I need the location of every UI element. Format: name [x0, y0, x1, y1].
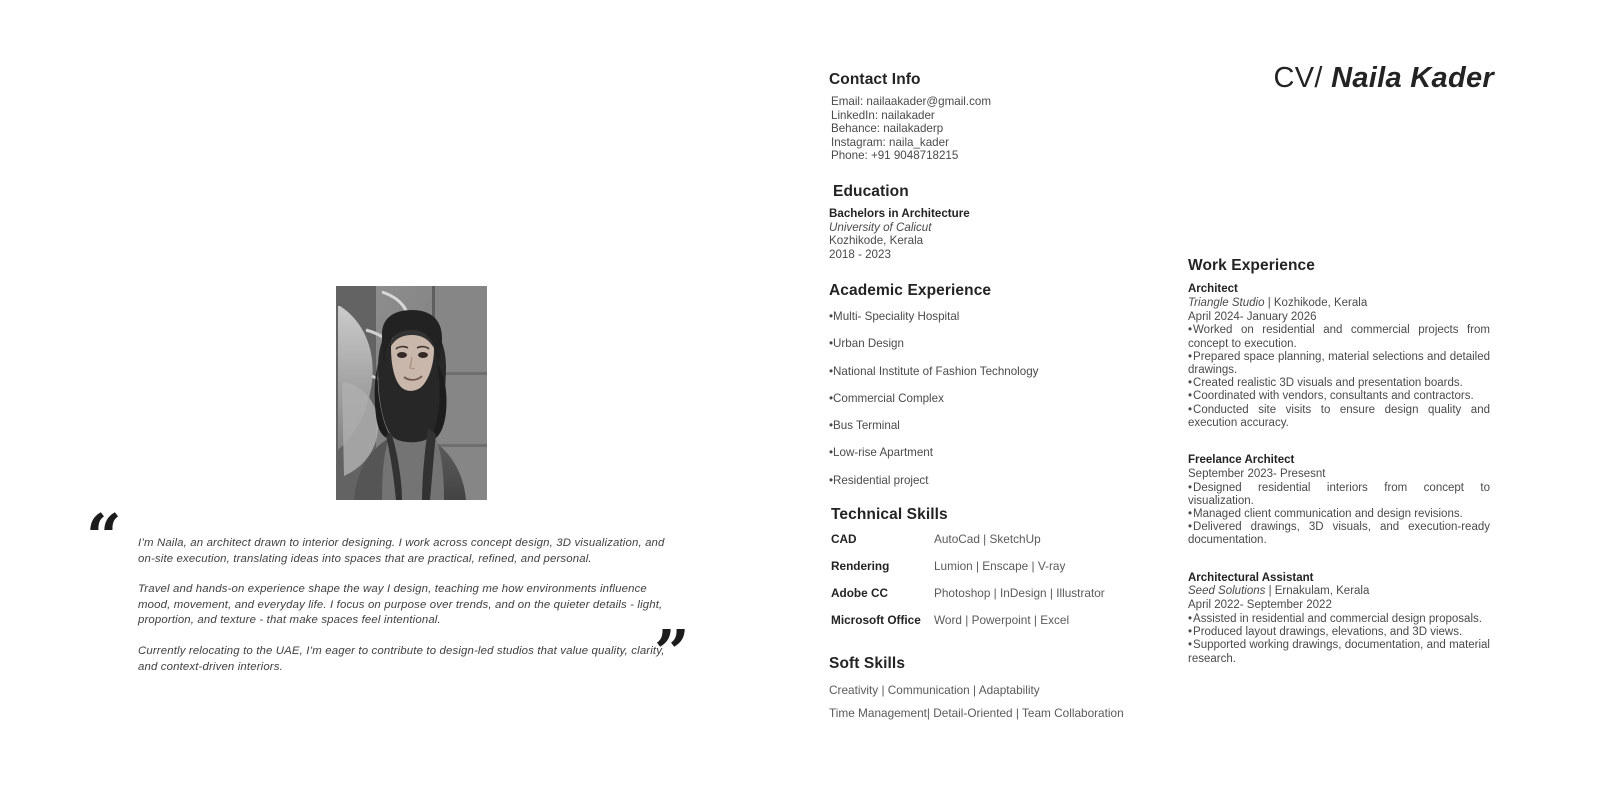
education-years: 2018 - 2023: [829, 247, 891, 261]
job-dates: September 2023- Presesnt: [1188, 467, 1326, 480]
job-organization: [1188, 297, 1490, 311]
list-item: • Conducted site visits to ensure design quality and execution accuracy.: [1188, 404, 1490, 430]
soft-skills-line: Time Management| Detail-Oriented | Team Collaboration: [829, 706, 1124, 721]
list-item: • Coordinated with vendors, consultants and contractors.: [1188, 390, 1490, 403]
list-item: • Produced layout drawings, elevations, and 3D views.: [1188, 626, 1490, 639]
list-item: • Assisted in residential and commercial design proposals.: [1188, 613, 1490, 626]
skill-label: CAD: [831, 532, 857, 546]
portrait-photo-image: [336, 286, 487, 500]
list-item: •Multi- Speciality Hospital: [829, 310, 960, 323]
list-item: •Residential project: [829, 473, 929, 487]
job-title: Freelance Architect: [1188, 454, 1295, 467]
contact-email: Email: nailaakader@gmail.com: [831, 95, 991, 108]
job-dates: April 2024- January 2026: [1188, 310, 1317, 323]
job-company: Seed Solutions: [1188, 585, 1266, 598]
list-item: •National Institute of Fashion Technology: [829, 364, 1039, 378]
skill-label: Rendering: [831, 559, 890, 573]
table-row: [831, 586, 1161, 600]
bio-paragraph: Currently relocating to the UAE, I’m eager to contribute to design-led studios that value quality, clarity, and context-driven interiors.: [138, 644, 665, 673]
page-title: [1274, 62, 1494, 95]
skill-label: Microsoft Office: [831, 613, 921, 627]
list-item: •Bus Terminal: [829, 419, 900, 433]
job-bullet-list: [1188, 613, 1490, 666]
work-experience-heading: Work Experience: [1188, 257, 1315, 274]
list-item: • Managed client communication and design revisions.: [1188, 508, 1490, 521]
skill-label: Adobe CC: [831, 586, 889, 600]
list-item: • Supported working drawings, documentation, and material research.: [1188, 639, 1490, 665]
education-institution: University of Calicut: [829, 220, 932, 234]
closing-quote-icon: ”: [654, 616, 690, 689]
opening-quote-icon: “: [86, 500, 122, 573]
skill-value: Photoshop | InDesign | Illustrator: [934, 586, 1105, 600]
contact-behance: Behance: nailakaderp: [831, 122, 944, 136]
table-row: [831, 613, 1161, 627]
skill-value: AutoCad | SketchUp: [934, 532, 1041, 546]
list-item: • Created realistic 3D visuals and presentation boards.: [1188, 377, 1490, 390]
education-block: [829, 207, 970, 261]
education-degree: Bachelors in Architecture: [829, 207, 970, 220]
list-item: •Commercial Complex: [829, 391, 944, 405]
job-separator: |: [1264, 296, 1274, 309]
job-location: Kozhikode, Kerala: [1273, 296, 1368, 309]
page-title-prefix: CV/: [1273, 62, 1323, 94]
bio-paragraph: Travel and hands-on experience shape the way I design, teaching me how environments influence mood, movement, and everyday life. I focus on purpose over trends, and on the quieter details - light, proportion, and texture - that make spaces feel intentional.: [138, 583, 663, 627]
job-bullet-list: [1188, 324, 1490, 430]
education-heading: Education: [833, 183, 909, 200]
list-item: • Delivered drawings, 3D visuals, and execution-ready documentation.: [1188, 521, 1490, 547]
bio-block: [138, 536, 668, 675]
soft-skills-list: [829, 684, 1124, 721]
soft-skills-heading: Soft Skills: [829, 655, 906, 672]
list-item: •Urban Design: [829, 337, 904, 351]
list-item: • Designed residential interiors from concept to visualization.: [1188, 482, 1490, 508]
job-title: Architect: [1188, 283, 1238, 295]
job-organization: [1188, 585, 1490, 599]
contact-instagram: Instagram: naila_kader: [831, 135, 949, 149]
list-item: • Worked on residential and commercial projects from concept to execution.: [1188, 324, 1490, 350]
job-title: Architectural Assistant: [1188, 571, 1314, 584]
job-entry: [1188, 454, 1490, 548]
list-item: • Prepared space planning, material selections and detailed drawings.: [1188, 351, 1490, 377]
job-entry: [1188, 572, 1490, 666]
contact-info-list: [831, 95, 991, 163]
skill-value: Lumion | Enscape | V-ray: [934, 559, 1066, 573]
bio-paragraph: I’m Naila, an architect drawn to interior designing. I work across concept design, 3D visualization, and on-site execution, translating ideas into spaces that are practical, refined, and personal.: [138, 537, 665, 565]
job-entry: [1188, 283, 1490, 430]
skill-value: Word | Powerpoint | Excel: [934, 613, 1070, 627]
job-bullet-list: [1188, 482, 1490, 548]
job-company: Triangle Studio: [1188, 296, 1265, 309]
table-row: [831, 532, 1161, 546]
list-item: •Low-rise Apartment: [829, 446, 933, 460]
soft-skills-line: Creativity | Communication | Adaptability: [829, 683, 1040, 697]
contact-info-heading: Contact Info: [829, 71, 921, 88]
work-experience-list: [1188, 283, 1490, 666]
contact-phone: Phone: +91 9048718215: [831, 149, 959, 163]
table-row: [831, 559, 1161, 573]
education-location: Kozhikode, Kerala: [829, 234, 924, 248]
portrait-photo: [336, 286, 487, 500]
page-title-name: Naila Kader: [1331, 62, 1494, 94]
technical-skills-table: [831, 532, 1161, 640]
academic-experience-list: [829, 310, 1038, 487]
contact-linkedin: LinkedIn: nailakader: [831, 108, 935, 122]
academic-experience-heading: Academic Experience: [829, 282, 992, 299]
technical-skills-heading: Technical Skills: [831, 506, 948, 523]
job-separator: |: [1265, 585, 1275, 598]
job-location: Ernakulam, Kerala: [1274, 585, 1370, 598]
job-dates: April 2022- September 2022: [1188, 599, 1332, 612]
